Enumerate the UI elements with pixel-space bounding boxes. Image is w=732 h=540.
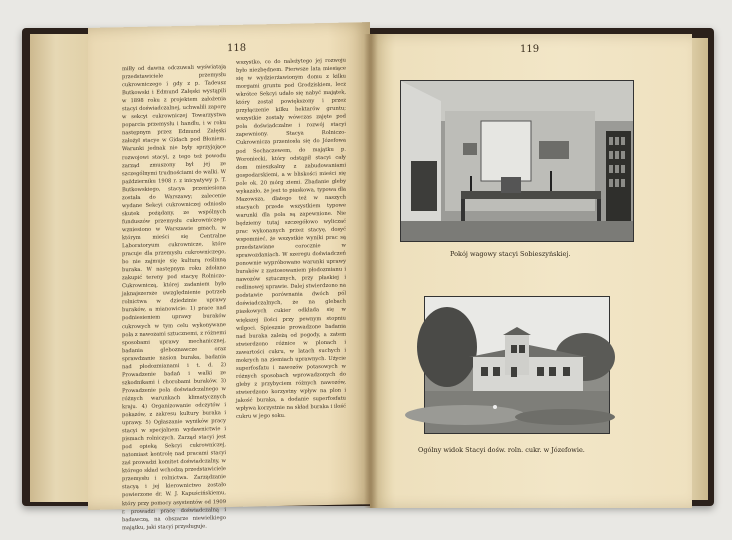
left-text-column-2: [236, 57, 346, 489]
page-number-right: 119: [520, 44, 540, 55]
book-gutter: [364, 34, 378, 508]
manor-image: [425, 297, 609, 433]
page-edges-left: [30, 34, 94, 502]
page-number-left: 118: [227, 42, 247, 55]
left-column-text: miłły od dawna odczuwali wyświatają przedstawiciele przemysłu cukrowniczego i gdy z p. Tadeusz Butkowski i Edmund Załęski wystąpili w 1898 roku z projektem założenia stacyi doświadczalnej, uchwalili zaporę w sekcyi cukrowniczej Towarzystwa poparcia przemysłu i handlu, i w roku następnym przez Edmund Załęski założył stacye w Gidach pod Błoniem. Warunki jednak nie były sprzyjające rozwojowi stacyi, z tego też powodu zarząd zmuszony był jej ze szczególnymi trudnościami do walki. W październiku 1908 r. z inicyatywy p. T. Butkowskiego, stacya przeniesiona została do Warszawy; zalecenie wydane Sekcyi cukrowniczej odniosło skutek pożądany, ze wspólnych funduszów przemysłu cukrowniczego wzniesiono w Warszawie gmach, w którym mieści się Centralne Laboratoryum cukrownicze, które pracuje dla przemysłu cukrowniczego, bo nie zajmuje się kulturą roślinną buraka. W następnym roku zdołano zakupić tereny pod stacyę Rolniczo-Cukrowniczą, której zadaniem było jaknajszersze uwzględnienie potrzeb rolnictwa w dziedzinie uprawy buraków, a mianowicie: 1) prace nad podniesieniem uprawy buraków cukrowych w tym celu wykonywane pola z nawozami sztucznemi, z różnemi sposobami uprawy mechanicznej, badania gleboznawcze oraz sprawdzanie nasion buraka, badania nad płodozmianami i t. d. 2) Prowadzenie badań i walki ze szkodnikami i chorobami buraków. 3) Prowadzenie pola doświadczalnego w różnych warunkach klimatycznych kraju. 4) Organizowanie odczytów i pokazów, z zakresu kultury buraka i uprawy. 5) Ogłaszanie wyników pracy stacyi w specjalnem wydawnictwie i pismach rolniczych. Zarząd stacyi jest pod opieką Sekcyi cukrowniczej, natomiast kontrolę nad pracami stacyi zaś prowadzi komitet doświadczalny, w którego skład wchodzą przedstawiciele przemysłu i rolnictwa. Zarządzanie stacyą i jej kierownictwo zostało powierzone dr. W. J. Kapuścińskiemu, który przy pomocy asystentów od 1909 r. prowadzi pracę doświadczalną i badawczą, na obszarze niewielkiego majątku, jaki stacyi przysługuje.: [122, 64, 226, 531]
laboratory-photo: [400, 80, 634, 242]
left-column-text-cont: wszystko, co do należytego jej rozwoju było niezbędnem. Pierwsze lata miesiące się w wydzierżawionym domu z kilku morgami gruntu pod Grodziskiem, lecz wkrótce Sekcyi udało się nabyć majątek, który został powiększony i przez przyłączenie kilku hektarów gruntu; wszystkie zostały wówczas zajęte pod pola doświadczalne i rozwój stacyi zapewniony. Stacya Rolniczo-Cukrownicza przeniosła się do Józefowa pod Sochaczewem, do majątku p. Woroniecki, który odstąpił stacyi cały dom mieszkalny z zabudowaniami gospodarskiemi, a w bliskości mieści się pole ok. 20 mórg ziemi. Zbadanie gleby wykazało, że jest to piaskowa, typowa dla Mazowsza, dlatego też w naszych stacyach przede wszystkiem typowe warunki dla pola są zapewnione. Nie będziemy tutaj szczegółowo wyliczać prac wykonanych przez stacyę, dosyć wspomnieć, że wszystkie wyniki prac są przedstawiane corocznie w sprawozdaniach. W szeregu doświadczeń ponownie wypróbowano warunki uprawy buraków z zastosowaniem płodozmianu i nawozów sztucznych, przy płaskiej i redlinowej uprawie. Dalej stwierdzono na podstawie porównania dwóch pól doświadczalnych, że na glebach piaskowych cukier odkłada się w większej ilości przy pewnym stopniu wilgoci. Spiesznie prowadzone badania nad buraka zależą od pogody, a zatem stwierdzono różnice w plonach i zawartości cukru, w latach suchych i mokrych na ziemiach uprawnych. Użycie superfosfatu i nawozów potasowych w różnych sposobach wprowadzonych do gleby z przybyciem różnych nawozów, stwierdzono korzystny wpływ na plon i jakość buraka, a dodanie superfosfatu wpływa korzystnie na skład buraka i ilość cukru w jego soku.: [236, 57, 346, 420]
right-page: [370, 34, 692, 508]
figure-caption-1: Pokój wagowy stacyi Sobieszyńskiej.: [450, 250, 571, 258]
figure-caption-2: Ogólny widok Stacyi dośw. roln. cukr. w Józefowie.: [418, 446, 585, 454]
manor-photo: [424, 296, 610, 434]
left-page: [88, 22, 370, 531]
left-text-column-1: [122, 63, 226, 531]
laboratory-image: [401, 81, 633, 241]
